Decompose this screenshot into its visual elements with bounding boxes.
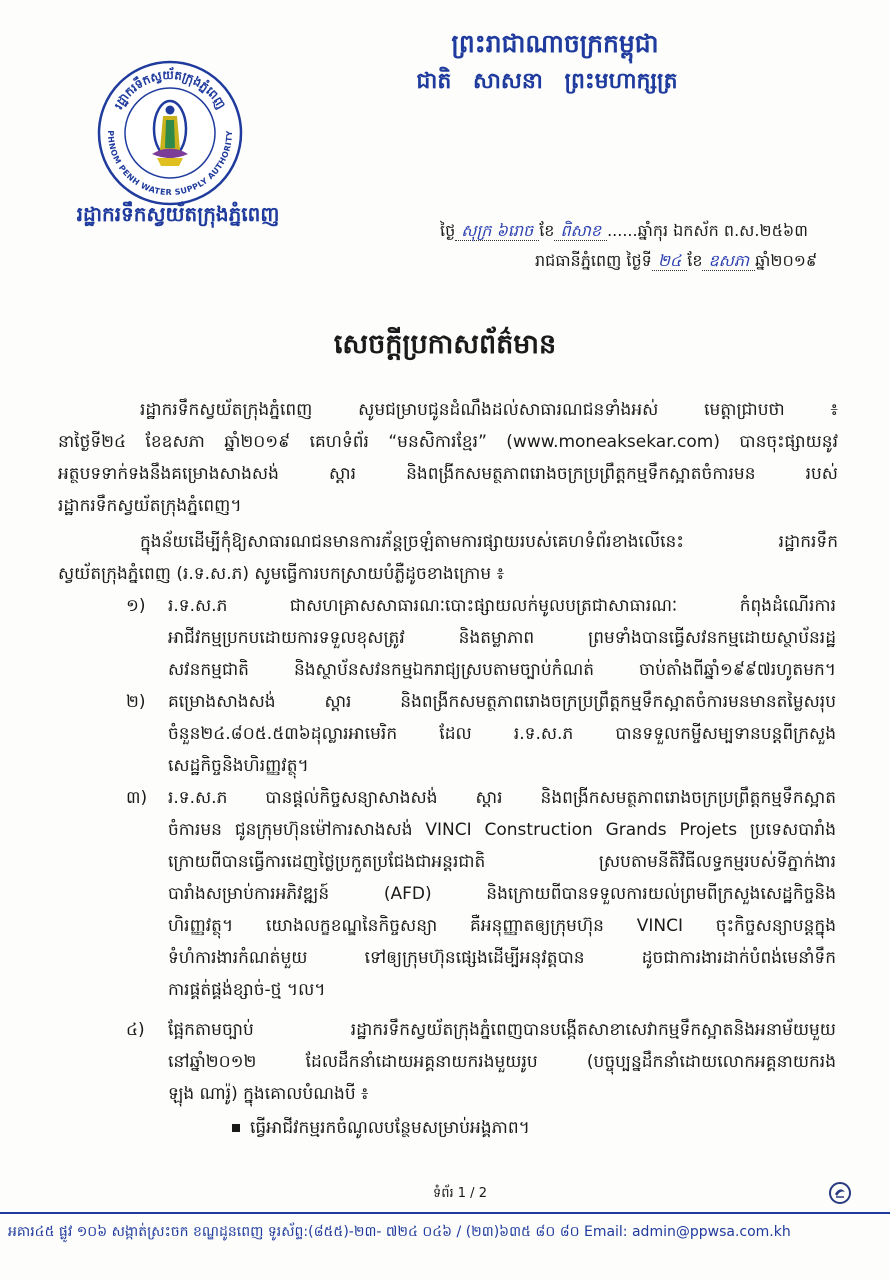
- list-item-line: រ.ទ.ស.ភ ជាសហគ្រាសសាធារណៈបោះផ្សាយលក់មូលបត្រជាសាធារណៈ កំពុងដំណើរការ: [168, 596, 836, 616]
- logo-text-khmer-path: រដ្ឋាករទឹកស្វយ័តក្រុងភ្នំពេញ: [111, 67, 229, 112]
- national-motto: ជាតិ សាសនា ព្រះមហាក្សត្រ: [416, 69, 678, 94]
- lunar-date-prefix: ថ្ងៃ: [440, 221, 456, 240]
- paragraph-line: ក្នុងន័យដើម្បីកុំឱ្យសាធារណជនមានការភ័ន្តច្រឡំតាមការផ្សាយរបស់គេហទំព័រខាងលើនេះ រដ្ឋាករទឹក: [140, 532, 838, 552]
- lunar-date-line: [440, 216, 868, 246]
- solar-year: ឆ្នាំ២០១៩: [755, 251, 818, 270]
- list-item-line: ចំការមន ជូនក្រុមហ៊ុនម៉ៅការសាងសង់ VINCI Construction Grands Projets ប្រទេសបារាំង: [168, 820, 836, 840]
- footer-address: អគារ៤៥ ផ្លូវ ១០៦ សង្កាត់ស្រះចក ខណ្ឌដូនពេញ ទូរស័ព្ទ:(៨៥៥)-២៣- ៧២៤ ០៤៦ / (២៣)៦៣៥ ៨០ ៨០ Email: admin@ppwsa.com.kh: [8, 1224, 791, 1240]
- list-item-1: [0, 590, 890, 686]
- clarification-paragraph: [58, 526, 838, 590]
- list-item-line: រ.ទ.ស.ភ បានផ្តល់កិច្ចសន្យាសាងសង់ ស្តារ និងពង្រីកសមត្ថភាពរោងចក្រប្រព្រឹត្តកម្មទឹកស្អាត: [168, 788, 836, 808]
- list-item-4: [0, 1014, 890, 1110]
- lunar-month-label: ខែ: [539, 221, 555, 240]
- solar-date-prefix: រាជធានីភ្នំពេញ ថ្ងៃទី: [535, 251, 652, 270]
- list-item-line: ទំហំការងារកំណត់មួយ ទៅឲ្យក្រុមហ៊ុនផ្សេងដើម្បីអនុវត្តបាន ដូចជាការងារដាក់បំពង់មេនាំទឹក: [168, 948, 836, 968]
- solar-month-label: ខែ: [687, 251, 703, 270]
- footer-seal-icon: [828, 1181, 852, 1205]
- list-item-2: [0, 686, 890, 782]
- paragraph-line: នាថ្ងៃទី២៤ ខែឧសភា ឆ្នាំ២០១៩ គេហទំព័រ “មនសិការខ្មែរ” (www.moneaksekar.com) បានចុះផ្សាយនូវ: [58, 432, 838, 452]
- ppwsa-logo: [95, 58, 245, 208]
- list-item-line: ចំនួន២៤.៨០៥.៥៣៦ដុល្លារអាមេរិក ដែល រ.ទ.ស.ភ បានទទួលកម្ចីសម្បទានបន្តពីក្រសួង: [168, 724, 836, 744]
- organization-name: រដ្ឋាករទឹកស្វយ័តក្រុងភ្នំពេញ: [76, 202, 280, 226]
- list-item-line: ហិរញ្ញវត្ថុ។ យោងលក្ខខណ្ឌនៃកិច្ចសន្យា គឺអនុញ្ញាតឲ្យក្រុមហ៊ុន VINCI ចុះកិច្ចសន្យាបន្តក្នុង: [168, 916, 836, 936]
- bullet-item: [0, 1112, 890, 1144]
- list-item-line: បារាំងសម្រាប់ការអភិវឌ្ឍន៍ (AFD) និងក្រោយពីបានទទួលការយល់ព្រមពីក្រសួងសេដ្ឋកិច្ចនិង: [168, 884, 836, 904]
- kingdom-heading: ព្រះរាជាណាចក្រកម្ពុជា: [451, 29, 659, 58]
- lunar-day-handwritten: សុក្រ ៦រោច: [455, 221, 539, 241]
- list-item-number: ១): [126, 596, 146, 616]
- list-item-number: ៣): [126, 788, 148, 808]
- list-item-line: អាជីវកម្មប្រកបដោយការទទួលខុសត្រូវ និងតម្លាភាព ព្រមទាំងបានធ្វើសវនកម្មដោយស្ថាប័នរដ្ឋ: [168, 628, 836, 648]
- logo-text-english-path: PHNOM PENH WATER SUPPLY AUTHORITY: [105, 130, 235, 198]
- footer-divider: [0, 1212, 890, 1214]
- list-item-line: ឡុង ណារ៉ូ) ក្នុងគោលបំណងបី ៖: [168, 1084, 369, 1104]
- list-item-line: នៅឆ្នាំ២០១២ ដែលដឹកនាំដោយអគ្គនាយករងមួយរូប (បច្ចុប្បន្នដឹកនាំដោយលោកអគ្គនាយករង: [168, 1052, 836, 1072]
- paragraph-line: រដ្ឋាករទឹកស្វយ័តក្រុងភ្នំពេញ។: [58, 496, 242, 516]
- paragraph-line: អត្ថបទទាក់ទងនឹងគម្រោងសាងសង់ ស្តារ និងពង្រីកសមត្ថភាពរោងចក្រប្រព្រឹត្តកម្មទឹកស្អាតចំការមន របស់: [58, 464, 838, 484]
- list-item-number: ២): [126, 692, 146, 712]
- lunar-year: ......ឆ្នាំកុរ ឯកស័ក ព.ស.២៥៦៣: [607, 221, 808, 240]
- square-bullet-icon: [232, 1124, 240, 1132]
- bullet-text: ធ្វើអាជីវកម្មរកចំណូលបន្ថែមសម្រាប់អង្គភាព។: [250, 1118, 530, 1138]
- list-item-3: [0, 782, 890, 1006]
- list-item-line: សវនកម្មជាតិ និងស្ថាប័នសវនកម្មឯករាជ្យស្របតាមច្បាប់កំណត់ ចាប់តាំងពីឆ្នាំ១៩៩៧រហូតមក។: [168, 660, 836, 680]
- intro-paragraph: [58, 394, 838, 522]
- lunar-month-handwritten: ពិសាខ: [554, 221, 607, 241]
- page-number: ទំព័រ 1 / 2: [433, 1186, 487, 1201]
- paragraph-line: ស្វយ័តក្រុងភ្នំពេញ (រ.ទ.ស.ភ) សូមធ្វើការបកស្រាយបំភ្លឺដូចខាងក្រោម ៖: [58, 564, 505, 584]
- solar-day-handwritten: ២៤: [652, 251, 687, 271]
- list-item-number: ៤): [126, 1020, 145, 1040]
- list-item-line: ការផ្គត់ផ្គង់ខ្សាច់-ថ្ម ។ល។: [168, 980, 326, 1000]
- solar-month-handwritten: ឧសភា: [702, 251, 755, 271]
- document-title: សេចក្តីប្រកាសព័ត៌មាន: [333, 329, 557, 360]
- list-item-line: ផ្អែកតាមច្បាប់ រដ្ឋាករទឹកស្វយ័តក្រុងភ្នំពេញបានបង្កើតសាខាសេវាកម្មទឹកស្អាតនិងអនាម័យមួយ: [168, 1020, 836, 1040]
- list-item-line: ក្រោយពីបានធ្វើការដេញថ្លៃប្រកួតប្រជែងជាអន្តរជាតិ ស្របតាមនីតិវិធីលទ្ធកម្មរបស់ទីភ្នាក់ងារ: [168, 852, 836, 872]
- list-item-line: គម្រោងសាងសង់ ស្តារ និងពង្រីកសមត្ថភាពរោងចក្រប្រព្រឹត្តកម្មទឹកស្អាតចំការមនមានតម្លៃសរុប: [168, 692, 836, 712]
- solar-date-line: [535, 246, 868, 276]
- paragraph-line: រដ្ឋាករទឹកស្វយ័តក្រុងភ្នំពេញ សូមជម្រាបជូនដំណឹងដល់សាធារណជនទាំងអស់ មេត្តាជ្រាបថា ៖: [140, 400, 838, 420]
- list-item-line: សេដ្ឋកិច្ចនិងហិរញ្ញវត្ថុ។: [168, 756, 309, 776]
